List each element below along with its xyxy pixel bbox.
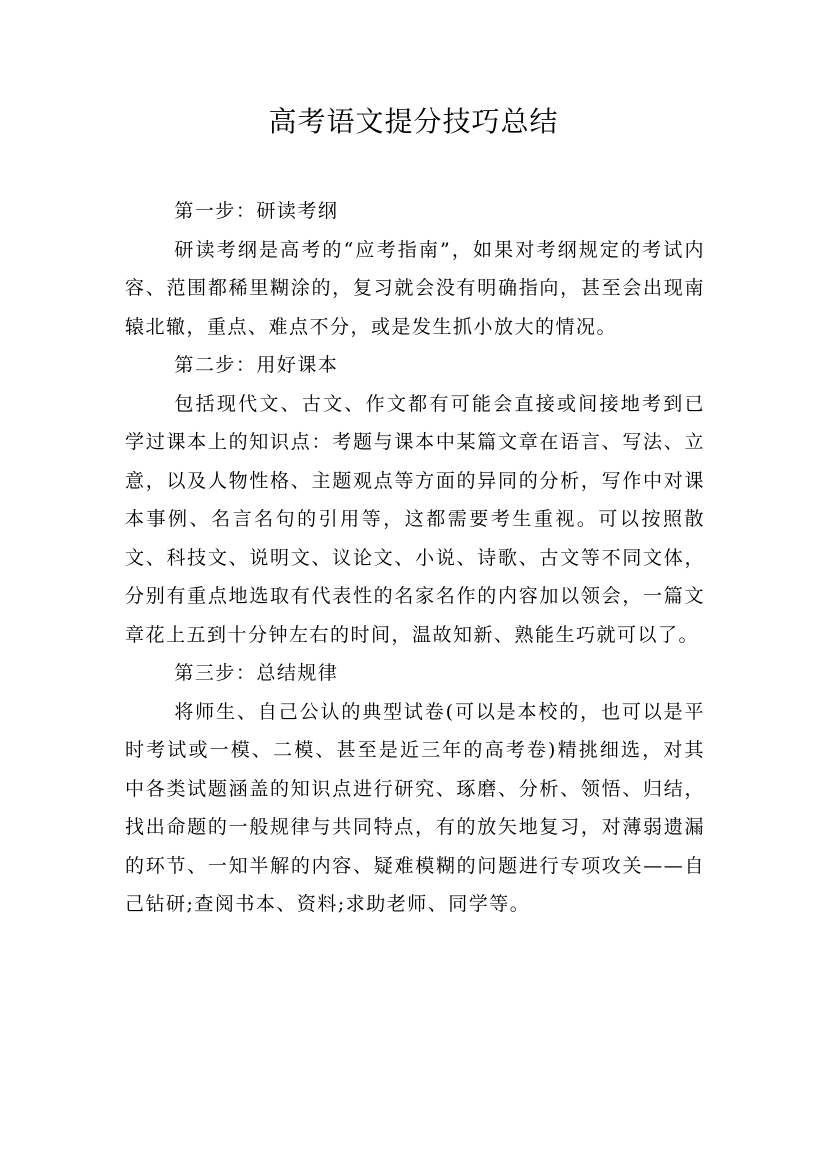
section-heading-step-3: 第三步：总结规律 — [174, 662, 339, 684]
document-title: 高考语文提分技巧总结 — [268, 105, 559, 138]
document-body — [125, 192, 705, 924]
section-heading-step-1: 第一步：研读考纲 — [174, 200, 339, 222]
section-heading-step-2: 第二步：用好课本 — [174, 354, 339, 376]
section-paragraph-step-2: 包括现代文、古文、作文都有可能会直接或间接地考到已学过课本上的知识点：考题与课本中某篇文章在语言、写法、立意，以及人物性格、主题观点等方面的异同的分析，写作中对课本事例、名言名句的引用等，这都需要考生重视。可以按照散文、科技文、说明文、议论文、小说、诗歌、古文等不同文体，分别有重点地选取有代表性的名家名作的内容加以领会，一篇文章花上五到十分钟左右的时间，温故知新、熟能生巧就可以了。 — [125, 392, 705, 646]
section-paragraph-step-1: 研读考纲是高考的“应考指南”，如果对考纲规定的考试内容、范围都稀里糊涂的，复习就会没有明确指向，甚至会出现南辕北辙，重点、难点不分，或是发生抓小放大的情况。 — [125, 238, 705, 338]
section-paragraph-step-3: 将师生、自己公认的典型试卷(可以是本校的，也可以是平时考试或一模、二模、甚至是近三年的高考卷)精挑细选，对其中各类试题涵盖的知识点进行研究、琢磨、分析、领悟、归结，找出命题的一般规律与共同特点，有的放矢地复习，对薄弱遗漏的环节、一知半解的内容、疑难模糊的问题进行专项攻关——自己钻研;查阅书本、资料;求助老师、同学等。 — [125, 700, 705, 915]
